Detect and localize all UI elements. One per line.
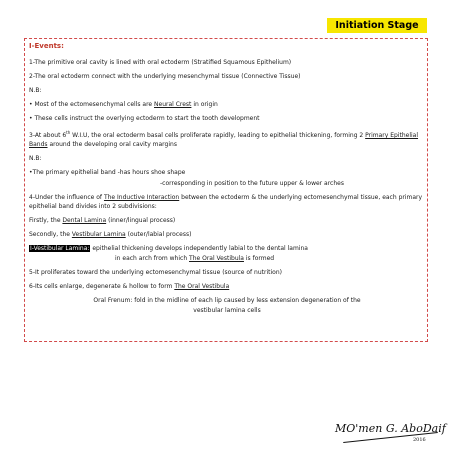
band-line-2: -corresponding in position to the future upper & lower arches	[160, 180, 344, 187]
vestibular-lamina-def-2: in each arch from which The Oral Vestibula is formed	[115, 255, 275, 262]
section-heading: I-Events:	[29, 42, 64, 50]
term-oral-vestibula-1: The Oral Vestibula	[189, 255, 244, 262]
band-line-1: •The primary epithelial band -has hours shoe shape	[29, 169, 186, 176]
term-neural-crest: Neural Crest	[154, 101, 192, 108]
nb-label-2: N.B:	[29, 155, 42, 162]
paragraph-2: 2-The oral ectoderm connect with the underlying mesenchymal tissue (Connective Tissue)	[29, 73, 301, 80]
signature-name: MO'men G. AboDaif	[335, 422, 446, 435]
content-body	[29, 42, 425, 320]
firstly-line: Firstly, the Dental Lamina (inner/lingual process)	[29, 217, 176, 224]
term-dental-lamina: Dental Lamina	[62, 217, 107, 224]
bullet-2: • These cells instruct the overlying ectoderm to start the tooth development	[29, 115, 260, 122]
paragraph-3: 3-At about 6th W.I.U, the oral ectoderm basal cells proliferate rapidly, leading to epithelial thickening, forming 2 Primary Epithelial Bands around the developing oral cavity margins	[29, 130, 419, 148]
term-inductive-interaction: The Inductive Interaction	[103, 194, 180, 201]
oral-frenum-1: Oral Frenum: fold in the midline of each lip caused by less extension degeneration of the	[93, 297, 361, 304]
vestibular-lamina-def: I-Vestibular Lamina: epithelial thickening develops independently labial to the dental lamina	[30, 245, 308, 252]
paragraph-4: 4-Under the influence of The Inductive Interaction between the ectoderm & the underlying ectomesenchymal tissue, each primary epithelial band divides into 2 subdivisions:	[29, 194, 423, 210]
paragraph-1: 1-The primitive oral cavity is lined with oral ectoderm (Stratified Squamous Epithelium)	[29, 59, 292, 66]
term-oral-vestibula-2: The Oral Vestibula	[174, 283, 230, 290]
author-signature	[335, 418, 445, 448]
term-primary-epithelial-bands: Primary Epithelial Bands	[29, 132, 419, 148]
oral-frenum-2: vestibular lamina cells	[193, 307, 261, 314]
secondly-line: Secondly, the Vestibular Lamina (outer/labial process)	[29, 231, 192, 238]
bullet-1: • Most of the ectomesenchymal cells are Neural Crest in origin	[29, 101, 218, 108]
term-vestibular-lamina: Vestibular Lamina	[71, 231, 126, 238]
paragraph-6: 6-Its cells enlarge, degenerate & hollow to form The Oral Vestibula	[29, 283, 230, 290]
paragraph-5: 5-It proliferates toward the underlying ectomesenchymal tissue (source of nutrition)	[29, 269, 282, 276]
signature-year: 2016	[413, 437, 426, 443]
highlight-vestibular-lamina: I-Vestibular Lamina:	[30, 245, 90, 252]
page-title: Initiation Stage	[327, 18, 427, 33]
nb-label-1: N.B:	[29, 87, 42, 94]
